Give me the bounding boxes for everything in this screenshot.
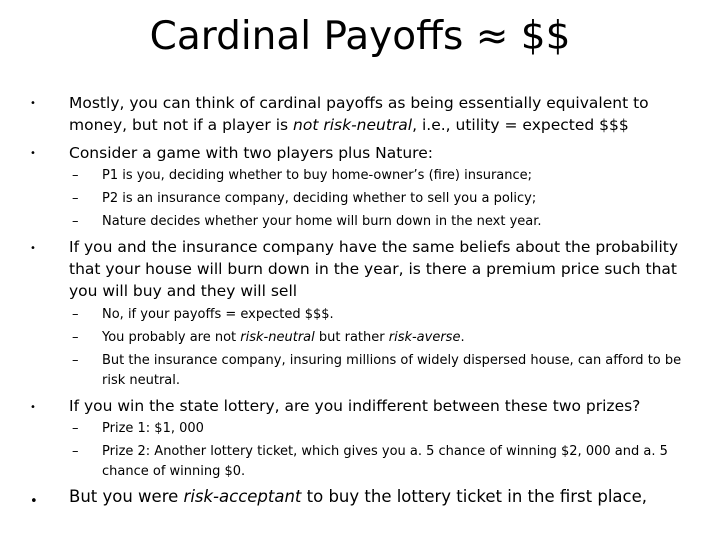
sub-item-text: But the insurance company, insuring millions of widely dispersed house, can afford to be risk neutral.	[102, 353, 682, 388]
dash-icon: –	[72, 330, 79, 345]
sub-item-text: P1 is you, deciding whether to buy home-owner’s (fire) insurance;	[102, 168, 533, 183]
bullet-1-pre: Mostly, you can think of cardinal payoffs as being essentially equivalent to money, but not if a player is	[69, 94, 649, 134]
bullet-text-1	[69, 92, 689, 136]
sub-item-text: You probably are not risk-neutral but rather risk-averse.	[102, 330, 465, 345]
bullet-5-post: to buy the lottery ticket in the first place,	[301, 487, 647, 506]
sub-item-text: P2 is an insurance company, deciding whether to sell you a policy;	[102, 191, 537, 206]
slide-title: Cardinal Payoffs ≈ $$	[149, 14, 571, 59]
sub-item-text: Nature decides whether your home will burn down in the next year.	[102, 214, 542, 229]
sub-item-text: Prize 2: Another lottery ticket, which gives you a. 5 chance of winning $2, 000 and a. 5 chance of winning $0.	[102, 444, 668, 479]
dash-icon: –	[72, 214, 79, 229]
bullet-text-3: If you and the insurance company have the same beliefs about the probability that your house will burn down in the year, is there a premium price such that you will buy and they will sell	[69, 238, 679, 300]
bullet-icon: •	[30, 402, 36, 413]
bullet-1-emphasis: not risk-neutral	[293, 116, 413, 134]
sub-item-text: No, if your payoffs = expected $$$.	[102, 307, 334, 322]
bullet-5-emphasis: risk-acceptant	[183, 487, 302, 506]
dash-icon: –	[72, 444, 79, 459]
bullet-icon: •	[30, 148, 36, 159]
dash-icon: –	[72, 421, 79, 436]
bullet-text-4: If you win the state lottery, are you indifferent between these two prizes?	[69, 397, 641, 415]
bullet-icon: •	[30, 243, 36, 254]
bullet-icon: •	[30, 494, 38, 509]
dash-icon: –	[72, 191, 79, 206]
bullet-icon: •	[30, 98, 36, 109]
bullet-5-pre: But you were	[69, 487, 184, 506]
bullet-text-2: Consider a game with two players plus Nature:	[69, 144, 433, 162]
bullet-text-5	[69, 486, 689, 508]
dash-icon: –	[72, 307, 79, 322]
dash-icon: –	[72, 168, 79, 183]
sub-item-text: Prize 1: $1, 000	[102, 421, 204, 436]
dash-icon: –	[72, 353, 79, 368]
bullet-1-post: , i.e., utility = expected $$$	[412, 116, 629, 134]
